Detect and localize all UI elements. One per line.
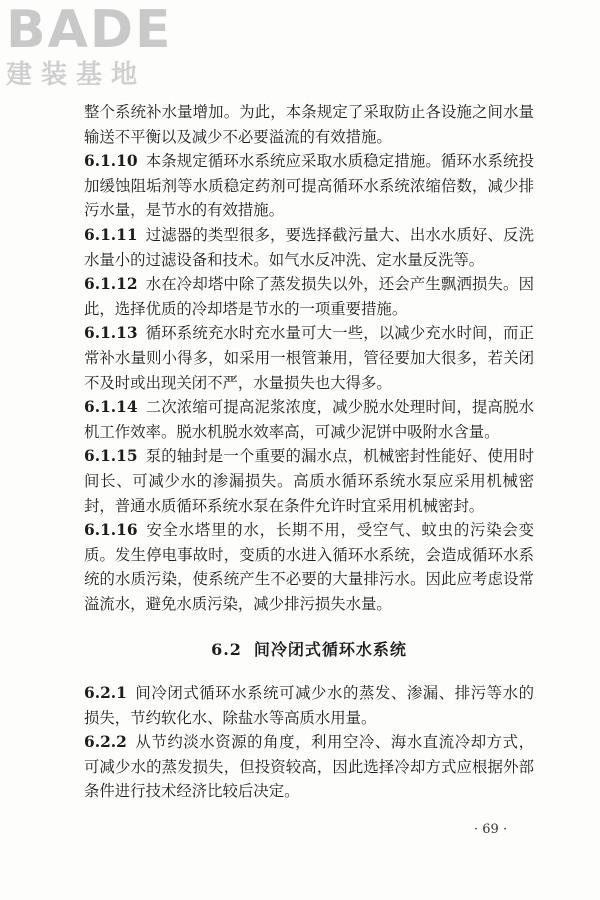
- page-number: · 69 ·: [474, 822, 508, 837]
- clause-number: 6.1.14: [84, 398, 138, 417]
- clause-number: 6.1.16: [84, 521, 138, 540]
- clause-6-2-2: [84, 730, 534, 804]
- clause-text: 过滤器的类型很多，要选择截污量大、出水水质好、反洗水量小的过滤设备和技术。如气水反冲洗、定水量反洗等。: [84, 225, 534, 269]
- clause-text: 二次浓缩可提高泥浆浓度，减少脱水处理时间，提高脱水机工作效率。脱水机脱水效率高，可减少泥饼中吸附水含量。: [84, 398, 534, 441]
- clause-6-2-1: [84, 681, 534, 730]
- clause-text: 泵的轴封是一个重要的漏水点，机械密封性能好、使用时间长、可减少水的渗漏损失。高质水循环系统水泵应采用机械密封，普通水质循环系统水泵在条件允许时宜采用机械密封。: [84, 447, 534, 515]
- clause-6-1-16: [84, 518, 534, 616]
- clause-6-1-11: [84, 223, 534, 272]
- clause-number: 6.2.1: [84, 684, 127, 703]
- watermark-subtitle: 建装基地: [6, 60, 147, 90]
- clause-number: 6.1.10: [84, 152, 138, 171]
- clause-number: 6.1.11: [84, 225, 138, 244]
- watermark-logo: [6, 0, 196, 90]
- paragraph-text: 整个系统补水量增加。为此，本条规定了采取防止各设施之间水量输送不平衡以及减少不必要溢流的有效措施。: [84, 103, 534, 146]
- clause-6-1-13: [84, 321, 534, 395]
- paragraph-continued: [84, 100, 534, 149]
- clause-number: 6.1.15: [84, 447, 138, 466]
- clause-text: 本条规定循环水系统应采取水质稳定措施。循环水系统投加缓蚀阻垢剂等水质稳定药剂可提高循环水系统浓缩倍数，减少排污水量，是节水的有效措施。: [84, 152, 534, 220]
- watermark-brand: BADE: [6, 0, 173, 60]
- clause-number: 6.1.13: [84, 324, 138, 343]
- clause-6-1-15: [84, 444, 534, 518]
- clause-text: 水在冷却塔中除了蒸发损失以外，还会产生飘洒损失。因此，选择优质的冷却塔是节水的一项重要措施。: [84, 275, 534, 318]
- clause-text: 间冷闭式循环水系统可减少水的蒸发、渗漏、排污等水的损失，节约软化水、除盐水等高质水用量。: [84, 684, 534, 727]
- clause-6-1-12: [84, 272, 534, 321]
- section-number: 6.2: [211, 640, 242, 660]
- clause-number: 6.1.12: [84, 275, 138, 294]
- clause-text: 从节约淡水资源的角度，利用空冷、海水直流冷却方式，可减少水的蒸发损失，但投资较高，因此选择冷却方式应根据外部条件进行技术经济比较后决定。: [84, 733, 534, 801]
- section-title: 间冷闭式循环水系统: [253, 640, 407, 660]
- clause-text: 循环系统充水时充水量可大一些，以减少充水时间，而正常补水量则小得多，如采用一根管兼用，管径要加大很多，若关闭不及时或出现关闭不严，水量损失也大得多。: [84, 324, 534, 392]
- body-text: [84, 100, 534, 804]
- clause-text: 安全水塔里的水，长期不用，受空气、蚊虫的污染会变质。发生停电事故时，变质的水进入循环水系统，会造成循环水系统的水质污染，使系统产生不必要的大量排污水。因此应考虑设常溢流水，避免水质污染，减少排污损失水量。: [84, 521, 534, 613]
- section-heading: [84, 638, 534, 663]
- clause-6-1-10: [84, 149, 534, 223]
- clause-6-1-14: [84, 395, 534, 444]
- clause-number: 6.2.2: [84, 733, 127, 752]
